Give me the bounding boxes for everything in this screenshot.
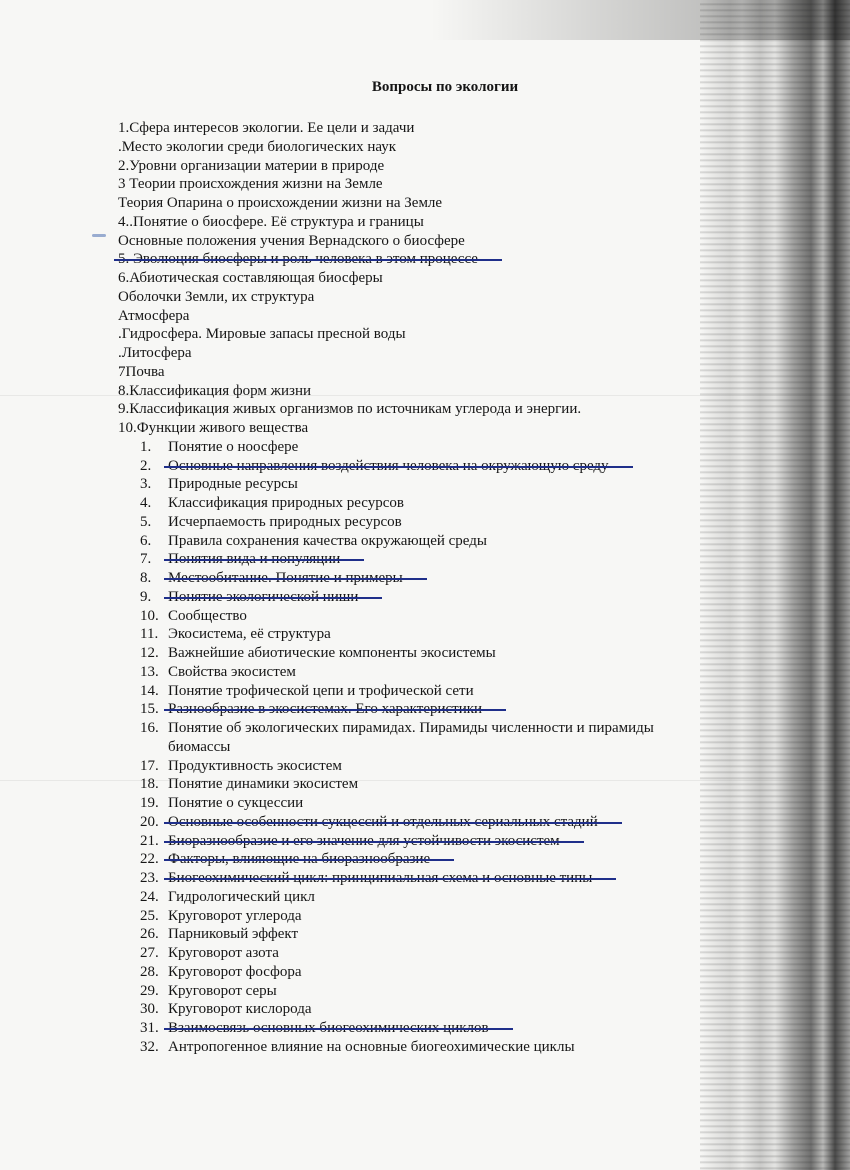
question-number: 24.: [140, 888, 159, 905]
question-number: 10.: [140, 607, 159, 624]
fold-line: [0, 780, 850, 781]
question-number: 5.: [140, 513, 152, 530]
pen-strikethrough: [164, 709, 504, 711]
question-line: [118, 119, 414, 137]
numbered-question: [140, 644, 496, 662]
pen-strikethrough: [164, 859, 452, 861]
question-text: 10.Функции живого вещества: [118, 420, 309, 436]
question-number: 22.: [140, 851, 159, 868]
numbered-question: [140, 1000, 312, 1018]
question-number: 12.: [140, 645, 159, 661]
question-text: 1.Сфера интересов экологии. Ее цели и задачи: [118, 120, 415, 136]
pen-strikethrough: [164, 1028, 511, 1030]
question-text: Экосистема, её структура: [168, 626, 331, 643]
question-text: Основные положения учения Вернадского о биосфере: [118, 232, 465, 249]
question-text: Сообщество: [168, 607, 247, 624]
numbered-question: [140, 438, 298, 456]
question-line: [118, 419, 308, 437]
question-text: 9.Классификация живых организмов по источникам углерода и энергии.: [118, 401, 582, 418]
question-text: Исчерпаемость природных ресурсов: [168, 513, 402, 530]
question-text: Круговорот кислорода: [168, 1001, 312, 1018]
question-text: Понятие экологической ниши: [168, 588, 358, 606]
question-text: Свойства экосистем: [168, 663, 296, 680]
question-line: [118, 194, 442, 212]
numbered-question: [140, 457, 609, 475]
pen-strikethrough: [164, 841, 582, 843]
question-text: 3 Теории происхождения жизни на Земле: [118, 176, 383, 193]
question-text: 7Почва: [118, 363, 165, 380]
numbered-question: [140, 700, 482, 718]
question-line: [118, 325, 406, 343]
pen-strikethrough: [164, 878, 614, 880]
question-number: 18.: [140, 776, 159, 793]
question-text: Факторы, влияющие на биоразнообразие: [168, 850, 430, 868]
pen-strikethrough: [164, 559, 362, 561]
question-line: [118, 344, 192, 362]
question-number: 30.: [140, 1001, 159, 1018]
question-text: Круговорот серы: [168, 982, 277, 999]
question-line: [118, 400, 581, 418]
numbered-question: [140, 550, 340, 568]
question-line: [118, 232, 465, 250]
question-number: 13.: [140, 663, 159, 680]
question-text: Понятие о сукцессии: [168, 795, 304, 811]
question-text: Природные ресурсы: [168, 476, 298, 493]
question-number: 3.: [140, 476, 152, 493]
question-text: .Место экологии среди биологических наук: [118, 138, 397, 155]
question-text: 6.Абиотическая составляющая биосферы: [118, 270, 383, 286]
question-number: 26.: [140, 926, 159, 943]
numbered-question: [140, 982, 277, 1000]
question-text: Понятие о ноосфере: [168, 438, 299, 455]
numbered-question: [140, 1019, 489, 1037]
numbered-question: [140, 850, 430, 868]
numbered-question: [140, 907, 302, 925]
question-text: 5. Эволюция биосферы и роль человека в этом процессе: [118, 250, 478, 268]
question-number: 2.: [140, 457, 152, 474]
question-text: Понятие трофической цепи и трофической сети: [168, 682, 474, 699]
question-text: биомассы: [168, 738, 231, 755]
question-number: 15.: [140, 701, 159, 718]
question-line: [118, 307, 189, 325]
question-text: Продуктивность экосистем: [168, 757, 342, 774]
numbered-question: [140, 925, 298, 943]
question-number: 31.: [140, 1020, 159, 1036]
question-text: Биогеохимический цикл: принципиальная схема и основные типы: [168, 869, 592, 887]
numbered-question: [140, 1038, 575, 1056]
question-number: 11.: [140, 626, 159, 643]
question-number: 1.: [140, 438, 152, 455]
pen-strikethrough: [164, 578, 425, 580]
question-text: Местообитание. Понятие и примеры: [168, 569, 403, 587]
numbered-question: [140, 757, 342, 775]
question-text: Взаимосвязь основных биогеохимических циклов: [168, 1019, 489, 1037]
question-text: Круговорот углерода: [168, 907, 302, 924]
question-text: Биоразнообразие и его значение для устойчивости экосистем: [168, 832, 560, 850]
page-title: Вопросы по экологии: [371, 79, 519, 95]
question-number: 14.: [140, 682, 159, 699]
numbered-question: [140, 738, 230, 756]
question-number: 21.: [140, 832, 159, 849]
question-number: 9.: [140, 588, 152, 605]
question-line: [118, 175, 383, 193]
pen-strikethrough: [114, 259, 500, 261]
question-text: Разнообразие в экосистемах. Его характеристики: [168, 700, 482, 718]
question-line: [118, 363, 165, 381]
question-text: Круговорот азота: [168, 945, 279, 961]
numbered-question: [140, 682, 474, 700]
question-number: 6.: [140, 532, 152, 549]
question-text: .Гидросфера. Мировые запасы пресной воды: [118, 326, 406, 343]
question-number: 27.: [140, 945, 159, 961]
pen-strikethrough: [164, 597, 380, 599]
question-text: Основные направления воздействия человека на окружающую среду: [168, 457, 609, 475]
question-text: Понятия вида и популяции: [168, 550, 340, 568]
question-text: Основные особенности сукцессий и отдельных сериальных стадий: [168, 813, 598, 831]
question-line: [118, 269, 383, 287]
numbered-question: [140, 607, 247, 625]
question-number: 32.: [140, 1038, 159, 1055]
question-number: 25.: [140, 907, 159, 924]
numbered-question: [140, 475, 298, 493]
question-line: [118, 288, 314, 306]
question-text: Антропогенное влияние на основные биогеохимические циклы: [168, 1038, 575, 1055]
question-number: 7.: [140, 551, 152, 568]
question-number: 23.: [140, 870, 159, 886]
scan-artifact-right-edge: [700, 0, 850, 1170]
scan-artifact-top: [430, 0, 850, 40]
question-number: 16.: [140, 720, 159, 736]
question-number: 29.: [140, 982, 159, 999]
numbered-question: [140, 963, 301, 981]
question-line: [118, 157, 384, 175]
question-text: .Литосфера: [118, 345, 192, 361]
numbered-question: [140, 513, 402, 531]
numbered-question: [140, 532, 487, 550]
numbered-question: [140, 888, 315, 906]
question-text: Гидрологический цикл: [168, 888, 315, 905]
pen-mark: [92, 234, 106, 237]
question-text: Оболочки Земли, их структура: [118, 288, 315, 305]
question-text: Понятие динамики экосистем: [168, 776, 359, 793]
numbered-question: [140, 813, 598, 831]
question-text: Классификация природных ресурсов: [168, 495, 405, 511]
question-line: [118, 382, 311, 400]
numbered-question: [140, 625, 331, 643]
question-text: 8.Классификация форм жизни: [118, 382, 312, 399]
numbered-question: [140, 869, 592, 887]
question-number: 28.: [140, 963, 159, 980]
question-text: Теория Опарина о происхождении жизни на Земле: [118, 195, 443, 211]
question-text: Парниковый эффект: [168, 926, 299, 943]
numbered-question: [140, 832, 560, 850]
pen-strikethrough: [164, 466, 631, 468]
question-text: Понятие об экологических пирамидах. Пирамиды численности и пирамиды: [168, 720, 654, 736]
numbered-question: [140, 569, 403, 587]
numbered-question: [140, 663, 296, 681]
numbered-question: [140, 944, 279, 962]
pen-strikethrough: [164, 822, 620, 824]
question-text: Правила сохранения качества окружающей среды: [168, 532, 487, 549]
numbered-question: [140, 588, 358, 606]
question-number: 19.: [140, 795, 159, 811]
question-text: Важнейшие абиотические компоненты экосистемы: [168, 645, 496, 661]
numbered-question: [140, 719, 654, 737]
question-number: 20.: [140, 813, 159, 830]
numbered-question: [140, 494, 404, 512]
question-number: 17.: [140, 757, 159, 774]
question-number: 8.: [140, 570, 152, 586]
question-line: [118, 213, 424, 231]
numbered-question: [140, 775, 358, 793]
question-text: Атмосфера: [118, 307, 190, 324]
question-number: 4.: [140, 495, 152, 511]
question-line: [118, 250, 478, 268]
question-text: 2.Уровни организации материи в природе: [118, 157, 385, 174]
question-text: 4..Понятие о биосфере. Её структура и границы: [118, 213, 424, 230]
numbered-question: [140, 794, 303, 812]
question-text: Круговорот фосфора: [168, 963, 302, 980]
question-line: [118, 138, 396, 156]
